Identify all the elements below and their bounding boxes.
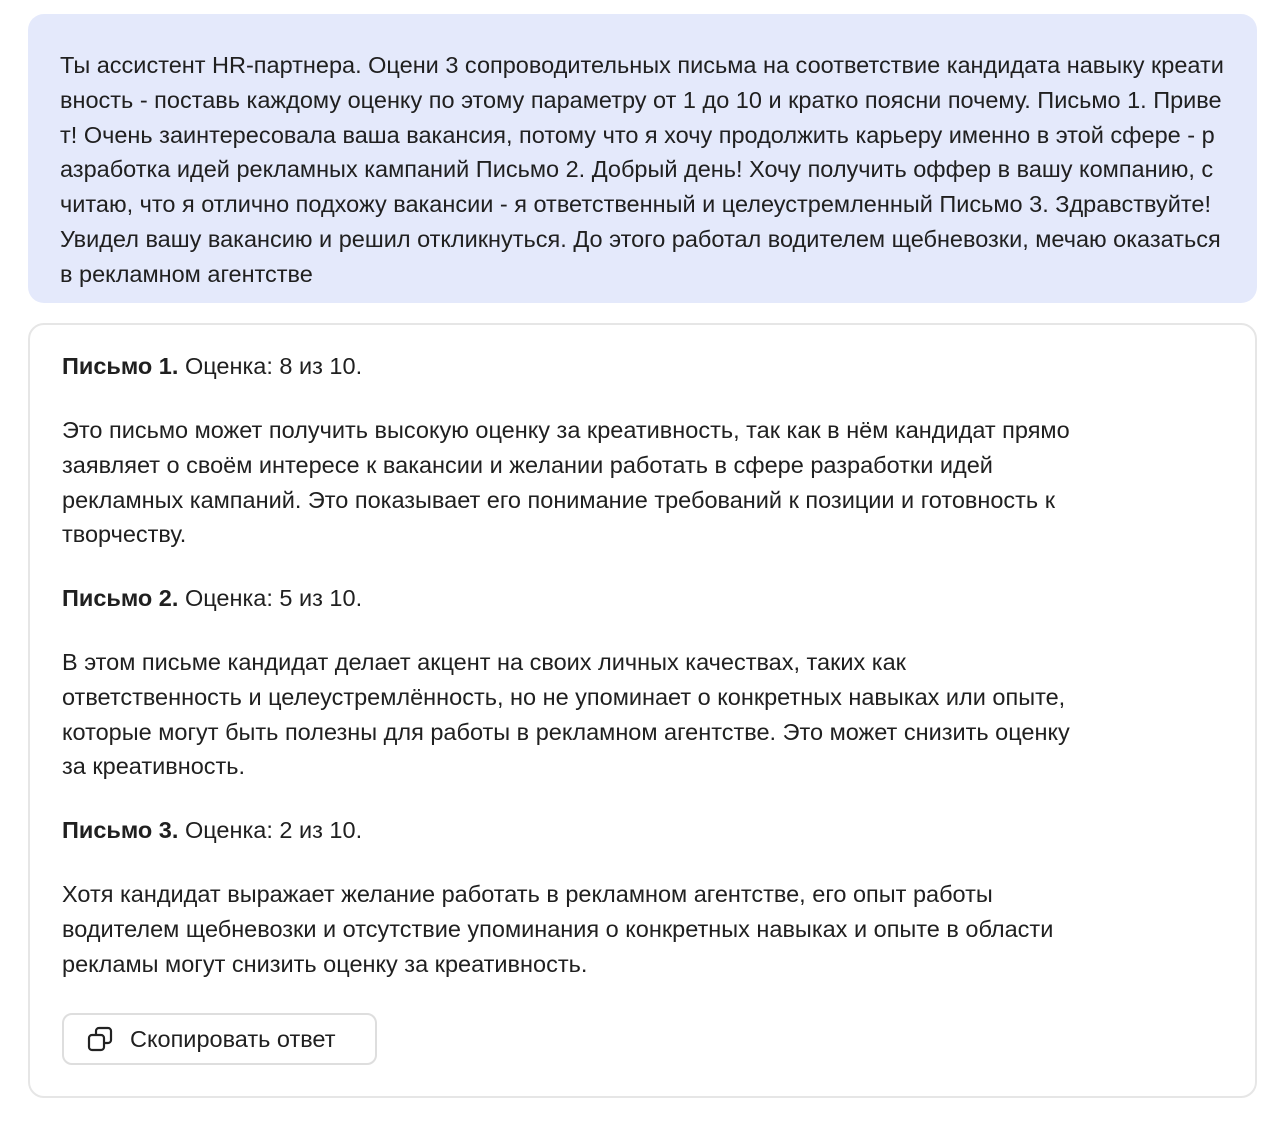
letter-1-heading: [62, 349, 362, 384]
letter-1-score: Оценка: 8 из 10.: [184, 353, 363, 379]
letter-3-heading: [62, 813, 362, 848]
copy-icon: [86, 1025, 114, 1053]
letter-2-score: Оценка: 5 из 10.: [184, 585, 363, 611]
letter-2-title: Письмо 2.: [62, 585, 179, 611]
user-message-bubble: [28, 14, 1257, 303]
letter-3-title: Письмо 3.: [62, 817, 179, 843]
copy-answer-label: Скопировать ответ: [130, 1025, 336, 1052]
assistant-answer-card: [28, 323, 1257, 1098]
letter-3-explanation: Хотя кандидат выражает желание работать в рекламном агентстве, его опыт работы водителем щебневозки и отсутствие упоминания о конкретных навыках и опыте в области рекламы могут снизить оценку за креативность.: [62, 881, 1054, 977]
user-message-text: Ты ассистент HR-партнера. Оцени 3 сопроводительных письма на соответствие кандидата навыку креативность - поставь каждому оценку по этому параметру от 1 до 10 и кратко поясни почему. Письмо 1. Привет! Очень заинтересовала ваша вакансия, потому что я хочу продолжить карьеру именно в этой сфере - разработка идей рекламных кампаний Письмо 2. Добрый день! Хочу получить оффер в вашу компанию, считаю, что я отлично подхожу вакансии - я ответственный и целеустремленный Письмо 3. Здравствуйте! Увидел вашу вакансию и решил откликнуться. До этого работал водителем щебневозки, мечаю оказаться в рекламном агентстве: [60, 52, 1224, 287]
letter-2-heading: [62, 581, 362, 616]
copy-answer-button[interactable]: [62, 1013, 377, 1065]
letter-3-score: Оценка: 2 из 10.: [184, 817, 363, 843]
letter-1-title: Письмо 1.: [62, 353, 179, 379]
letter-2-explanation: В этом письме кандидат делает акцент на своих личных качествах, таких как ответственность и целеустремлённость, но не упоминает о конкретных навыках или опыте, которые могут быть полезны для работы в рекламном агентстве. Это может снизить оценку за креативность.: [62, 649, 1070, 780]
letter-1-explanation: Это письмо может получить высокую оценку за креативность, так как в нём кандидат прямо заявляет о своём интересе к вакансии и желании работать в сфере разработки идей рекламных кампаний. Это показывает его понимание требований к позиции и готовность к творчеству.: [62, 417, 1070, 548]
